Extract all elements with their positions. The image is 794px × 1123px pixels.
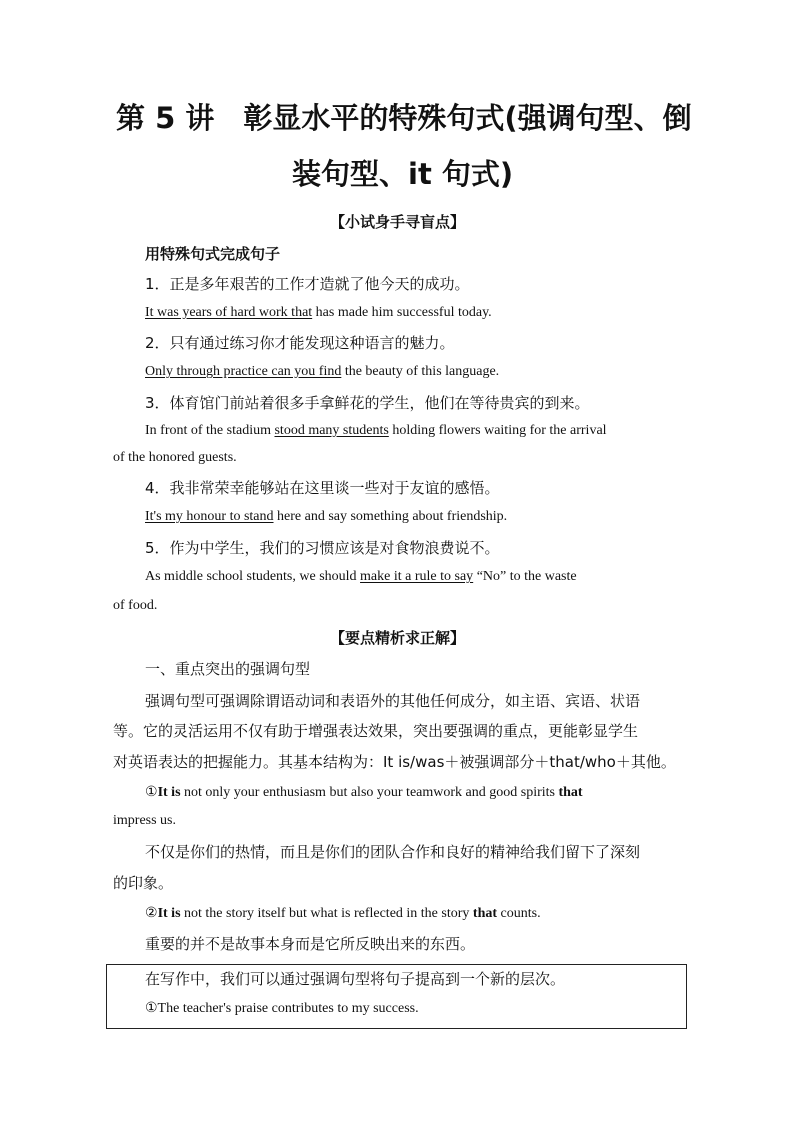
page-title-line2: 装句型、it 句式) — [292, 157, 514, 191]
example-2-english — [145, 905, 541, 922]
item-5-start: As middle school students, we should — [145, 569, 361, 584]
item-2-chinese: 2．只有通过练习你才能发现这种语言的魅力。 — [145, 334, 455, 352]
writing-tip-line1: 在写作中，我们可以通过强调句型将句子提高到一个新的层次。 — [145, 970, 566, 988]
item-2-answer: Only through practice can you find — [145, 364, 342, 379]
example-2-translation: 重要的并不是故事本身而是它所反映出来的东西。 — [145, 935, 476, 953]
item-4-chinese: 4．我非常荣幸能够站在这里谈一些对于友谊的感悟。 — [145, 479, 500, 497]
item-3-answer: stood many students — [274, 423, 389, 438]
example-2-it-is: It is — [157, 906, 181, 921]
example-1-marker: ① — [145, 785, 158, 800]
item-1-rest: has made him successful today. — [312, 305, 492, 320]
item-5-chinese: 5．作为中学生，我们的习惯应该是对食物浪费说不。 — [145, 539, 500, 557]
example-1-that: that — [558, 785, 583, 800]
item-1-english — [145, 305, 492, 321]
example-1-english-line2: impress us. — [113, 813, 176, 828]
item-3-chinese: 3．体育馆门前站着很多手拿鲜花的学生，他们在等待贵宾的到来。 — [145, 394, 590, 412]
writing-tip-example: ①The teacher's praise contributes to my success. — [145, 1001, 419, 1016]
example-1-translation-line2: 的印象。 — [113, 874, 174, 892]
item-3-start: In front of the stadium — [145, 423, 275, 438]
item-3-rest: holding flowers waiting for the arrival — [388, 423, 607, 438]
item-2-english — [145, 364, 499, 380]
example-1-english — [145, 784, 583, 801]
item-5-answer: make it a rule to say — [360, 569, 474, 584]
item-5-english — [145, 569, 577, 585]
subheading-emphasis-pattern: 一、重点突出的强调句型 — [145, 660, 311, 678]
item-5-english-line2: of food. — [113, 598, 158, 613]
page-title-line1: 第 5 讲 彰显水平的特殊句式(强调句型、倒 — [116, 101, 692, 135]
paragraph-line-1: 强调句型可强调除谓语动词和表语外的其他任何成分，如主语、宾语、状语 — [145, 692, 641, 710]
example-1-middle: not only your enthusiasm but also your teamwork and good spirits — [180, 785, 559, 800]
example-2-end: counts. — [497, 906, 541, 921]
item-4-answer: It's my honour to stand — [145, 509, 274, 524]
item-1-chinese: 1．正是多年艰苦的工作才造就了他今天的成功。 — [145, 275, 470, 293]
paragraph-line-2: 等。它的灵活运用不仅有助于增强表达效果，突出要强调的重点，更能彰显学生 — [113, 722, 639, 740]
item-4-rest: here and say something about friendship. — [273, 509, 508, 524]
item-2-rest: the beauty of this language. — [341, 364, 500, 379]
item-3-english — [145, 423, 607, 439]
example-2-marker: ② — [145, 906, 158, 921]
section-heading-key-points: 【要点精析求正解】 — [330, 629, 466, 647]
example-1-it-is: It is — [157, 785, 181, 800]
item-5-rest: “No” to the waste — [473, 569, 577, 584]
example-2-that: that — [472, 906, 498, 921]
section-heading-practice: 【小试身手寻盲点】 — [330, 213, 466, 231]
item-4-english — [145, 509, 507, 525]
paragraph-line-3: 对英语表达的把握能力。其基本结构为：It is/was＋被强调部分＋that/who＋其他。 — [113, 753, 676, 771]
item-3-english-line2: of the honored guests. — [113, 450, 237, 465]
instruction-text: 用特殊句式完成句子 — [145, 245, 281, 263]
example-2-middle: not the story itself but what is reflected in the story — [180, 906, 473, 921]
item-1-answer: It was years of hard work that — [145, 305, 313, 320]
example-1-translation-line1: 不仅是你们的热情，而且是你们的团队合作和良好的精神给我们留下了深刻 — [145, 843, 641, 861]
